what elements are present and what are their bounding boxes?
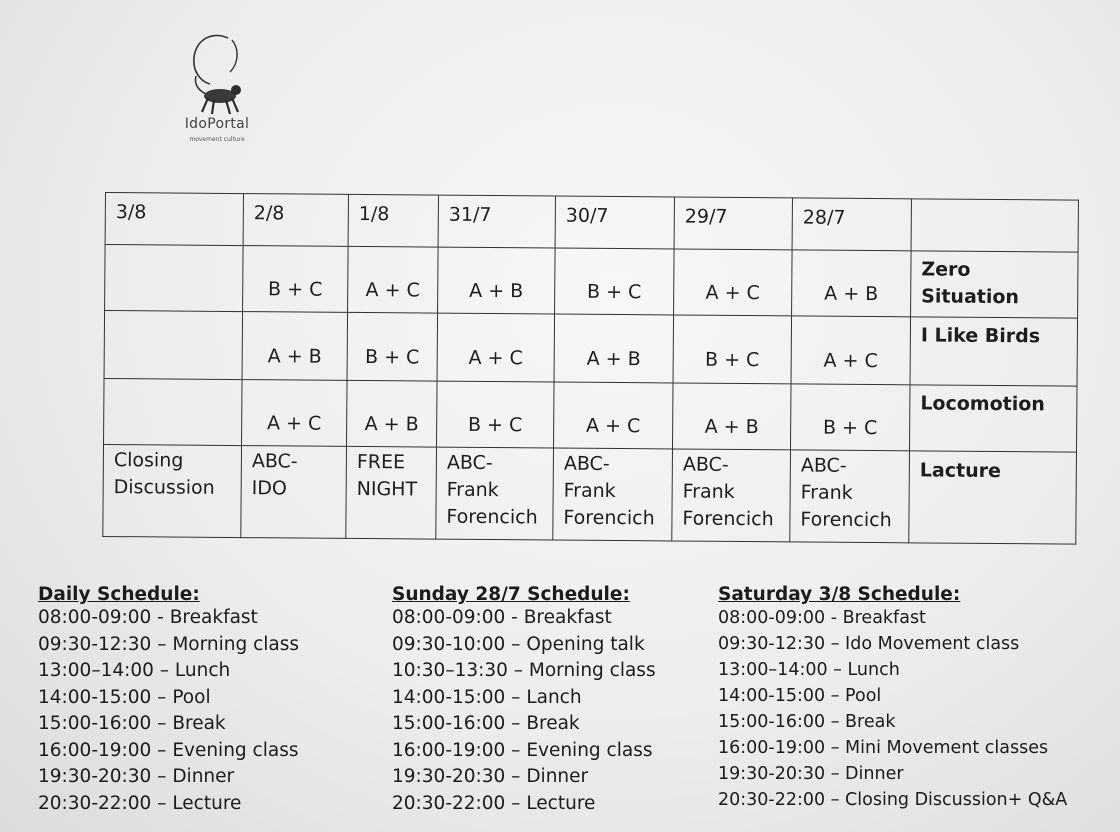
date-header-cell: 31/7 [438, 195, 555, 248]
date-header-cell: 3/8 [105, 193, 243, 246]
logo [170, 30, 265, 150]
schedule-item: 20:30-22:00 – Closing Discussion+ Q&A [718, 790, 1068, 810]
class-label: Locomotion [909, 385, 1077, 452]
lecture-cell: ABC- Frank Forencich [790, 450, 910, 543]
lecture-label: Lacture [909, 451, 1077, 544]
schedule-item: 16:00-19:00 – Evening class [38, 739, 299, 761]
group-cell [104, 311, 243, 380]
group-cell: A + B [554, 314, 674, 383]
lecture-cell: ABC- IDO [241, 446, 347, 539]
schedule-item: 08:00-09:00 - Breakfast [718, 608, 926, 628]
date-header-cell [911, 199, 1078, 252]
monkey-icon [180, 30, 252, 116]
schedule-item: 09:30-10:00 – Opening talk [392, 633, 645, 655]
logo-name: IdoPortal [184, 116, 250, 132]
lecture-cell: FREE NIGHT [346, 446, 437, 539]
schedule-item: 16:00-19:00 – Mini Movement classes [718, 738, 1049, 758]
date-header-cell: 2/8 [243, 194, 348, 247]
group-cell: A + B [438, 247, 556, 314]
group-cell: A + C [674, 249, 793, 316]
schedule-item: 19:30-20:30 – Dinner [392, 766, 589, 787]
date-header-row [105, 193, 1078, 253]
date-header-cell: 28/7 [792, 198, 911, 251]
group-cell: A + B [242, 312, 348, 381]
group-cell: A + B [672, 383, 791, 450]
schedule-item: 20:30-22:00 – Lecture [392, 792, 596, 814]
group-cell: B + C [673, 315, 792, 384]
schedule-item: 13:00–14:00 – Lunch [718, 660, 900, 680]
date-header-cell: 1/8 [348, 194, 438, 247]
saturday-schedule-title: Saturday 3/8 Schedule: [718, 584, 961, 605]
schedule-item: 15:00-16:00 – Break [392, 713, 580, 734]
group-cell: A + C [554, 382, 674, 449]
schedule-item: 09:30-12:30 – Ido Movement class [718, 634, 1020, 654]
date-header-cell: 30/7 [555, 196, 674, 249]
table-row [104, 378, 1077, 452]
schedule-item: 19:30-20:30 – Dinner [38, 766, 235, 787]
schedule-item: 14:00-15:00 – Pool [38, 686, 211, 708]
group-cell: B + C [243, 246, 349, 313]
schedule-item: 10:30–13:30 – Morning class [392, 660, 656, 681]
group-cell: A + B [347, 380, 438, 447]
group-cell: A + C [348, 246, 439, 313]
schedule-item: 15:00-16:00 – Break [718, 712, 896, 732]
group-cell [105, 245, 244, 312]
saturday-schedule [718, 584, 1067, 813]
lecture-cell: ABC- Frank Forencich [436, 447, 554, 540]
schedule-item: 08:00-09:00 - Breakfast [38, 607, 258, 628]
sunday-schedule-title: Sunday 28/7 Schedule: [392, 584, 630, 605]
schedule-item: 14:00-15:00 – Lanch [392, 686, 582, 708]
lecture-cell: ABC- Frank Forencich [672, 449, 791, 542]
schedule-table [102, 192, 1079, 545]
daily-schedule [38, 584, 299, 817]
schedule-item: 20:30-22:00 – Lecture [38, 792, 242, 814]
schedule-item: 13:00–14:00 – Lunch [38, 660, 231, 681]
schedule-item: 14:00-15:00 – Pool [718, 686, 882, 706]
sunday-schedule [392, 584, 656, 817]
group-cell: B + C [437, 381, 555, 448]
class-label: Zero Situation [911, 251, 1079, 318]
schedule-item: 15:00-16:00 – Break [38, 713, 226, 734]
schedule-item: 09:30-12:30 – Morning class [38, 633, 300, 655]
date-header-cell: 29/7 [674, 197, 792, 250]
group-cell: A + C [791, 316, 911, 385]
schedule-item: 08:00-09:00 - Breakfast [392, 607, 612, 628]
daily-schedule-title: Daily Schedule: [38, 584, 200, 605]
schedule-item: 16:00-19:00 – Evening class [392, 739, 653, 761]
group-cell: A + C [437, 313, 555, 382]
group-cell: B + C [790, 384, 910, 451]
table-row [104, 311, 1078, 387]
logo-tagline: movement culture [189, 136, 245, 143]
group-cell [104, 378, 243, 445]
table-row [105, 245, 1078, 319]
group-cell: A + B [792, 250, 912, 317]
class-label: I Like Birds [910, 317, 1078, 386]
group-cell: B + C [555, 248, 675, 315]
lecture-cell: Closing Discussion [103, 444, 242, 537]
lecture-row [103, 444, 1077, 544]
schedule-item: 19:30-20:30 – Dinner [718, 764, 904, 784]
group-cell: B + C [347, 312, 438, 381]
group-cell: A + C [242, 380, 348, 447]
lecture-cell: ABC- Frank Forencich [553, 448, 673, 541]
